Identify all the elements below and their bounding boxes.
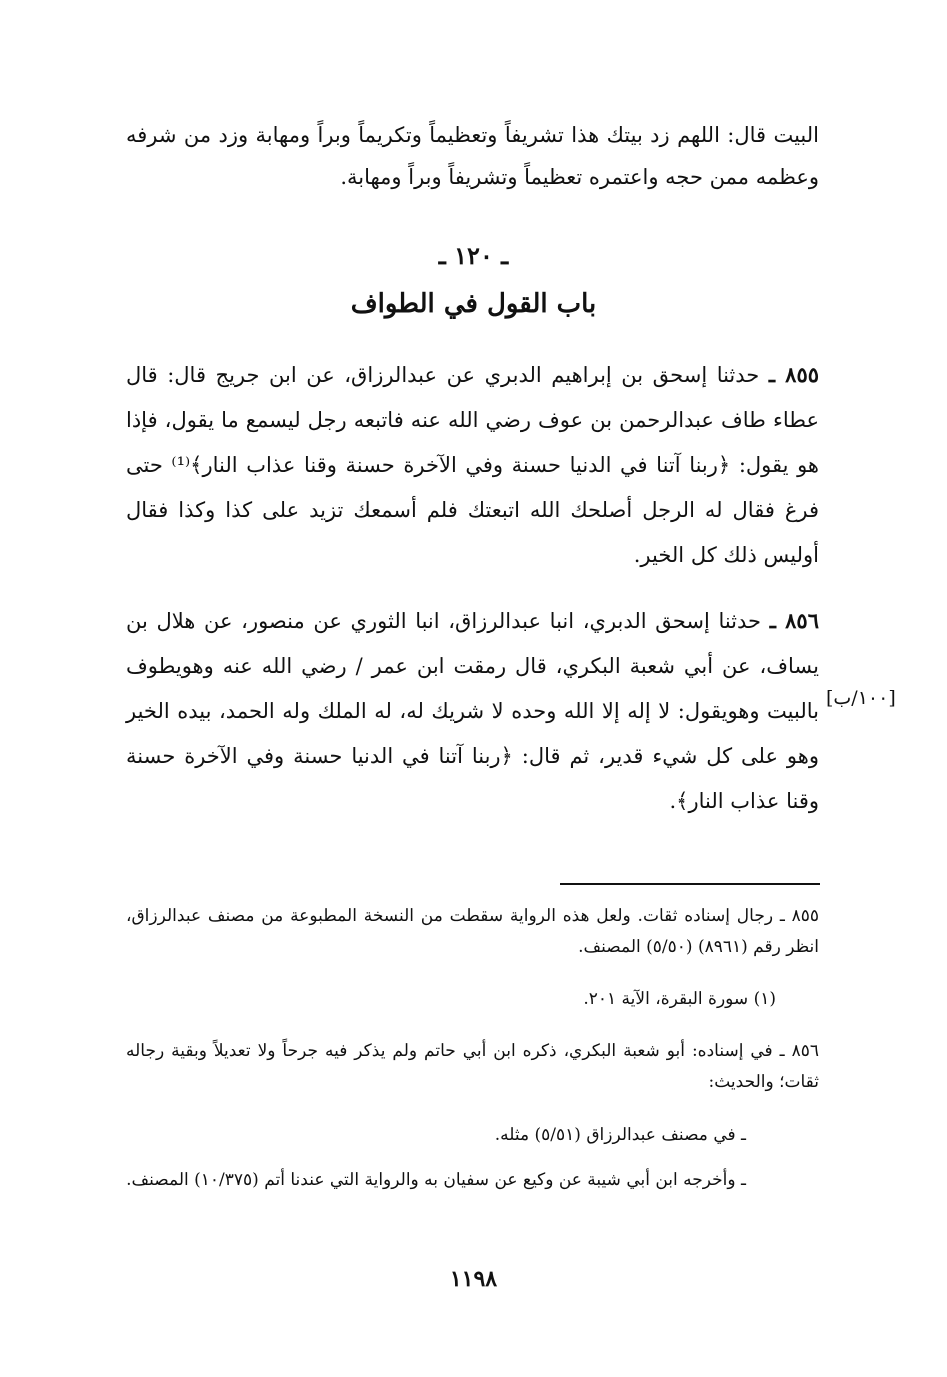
chapter-number: ـ ١٢٠ ـ — [438, 241, 509, 270]
hadith-856 — [126, 598, 819, 824]
footnote-855: ٨٥٥ ـ رجال إسناده ثقات. ولعل هذه الرواية سقطت من النسخة المطبوعة من مصنف عبدالرزاق، انظر رقم (٨٩٦١) (٥/٥٠) المصنف. — [126, 906, 819, 957]
manuscript-folio-reference: [١٠٠/ب] — [826, 687, 896, 709]
chapter-title: باب القول في الطواف — [350, 289, 597, 319]
hadith-855 — [126, 352, 819, 578]
page-number: ١١٩٨ — [449, 1266, 498, 1292]
footnote-1: (١) سورة البقرة، الآية ٢٠١. — [583, 989, 776, 1009]
hadith-text: حدثنا إسحق بن إبراهيم الدبري عن عبدالرزاق، عن ابن جريج قال: قال عطاء طاف عبدالرحمن بن عوف رضي الله عنه فاتبعه رجل ليسمع ما يقول، فإذا هو يقول: ﴿ربنا آتنا في الدنيا حسنة وفي الآخرة حسنة وقنا عذاب النار﴾⁽¹⁾ حتى فرغ فقال له الرجل أصلحك الله اتبعتك فلم أسمعك تزيد على كذا وكذا فقال أوليس ذلك كل الخير. — [126, 363, 820, 567]
hadith-number: ٨٥٦ ـ — [769, 608, 819, 633]
intro-paragraph: البيت قال: اللهم زد بيتك هذا تشريفاً وتعظيماً وتكريماً وبراً ومهابة وزد من شرفه وعظمه ممن حجه واعتمره تعظيماً وتشريفاً وبراً ومهابة. — [126, 123, 819, 189]
footnote-856: ٨٥٦ ـ في إسناده: أبو شعبة البكري، ذكره ابن أبي حاتم ولم يذكر فيه جرحاً ولا تعديلاً وبقية رجاله ثقات؛ والحديث: — [126, 1041, 819, 1092]
hadith-number: ٨٥٥ ـ — [768, 362, 820, 387]
footnote-divider — [560, 883, 820, 885]
footnote-856-item-2: ـ وأخرجه ابن أبي شيبة عن وكيع عن سفيان به والرواية التي عندنا أتم (١٠/٣٧٥) المصنف. — [126, 1170, 746, 1190]
hadith-text: حدثنا إسحق الدبري، انبا عبدالرزاق، انبا الثوري عن منصور، عن هلال بن يساف، عن أبي شعبة البكري، قال رمقت ابن عمر / رضي الله عنه وهويطوف بالبيت وهويقول: لا إله إلا الله وحده لا شريك له، له الملك وله الحمد، بيده الخير وهو على كل شيء قدير، ثم قال: ﴿ربنا آتنا في الدنيا حسنة وفي الآخرة حسنة وقنا عذاب النار﴾. — [126, 609, 819, 813]
footnote-856-item-1: ـ في مصنف عبدالرزاق (٥/٥١) مثله. — [494, 1125, 746, 1145]
